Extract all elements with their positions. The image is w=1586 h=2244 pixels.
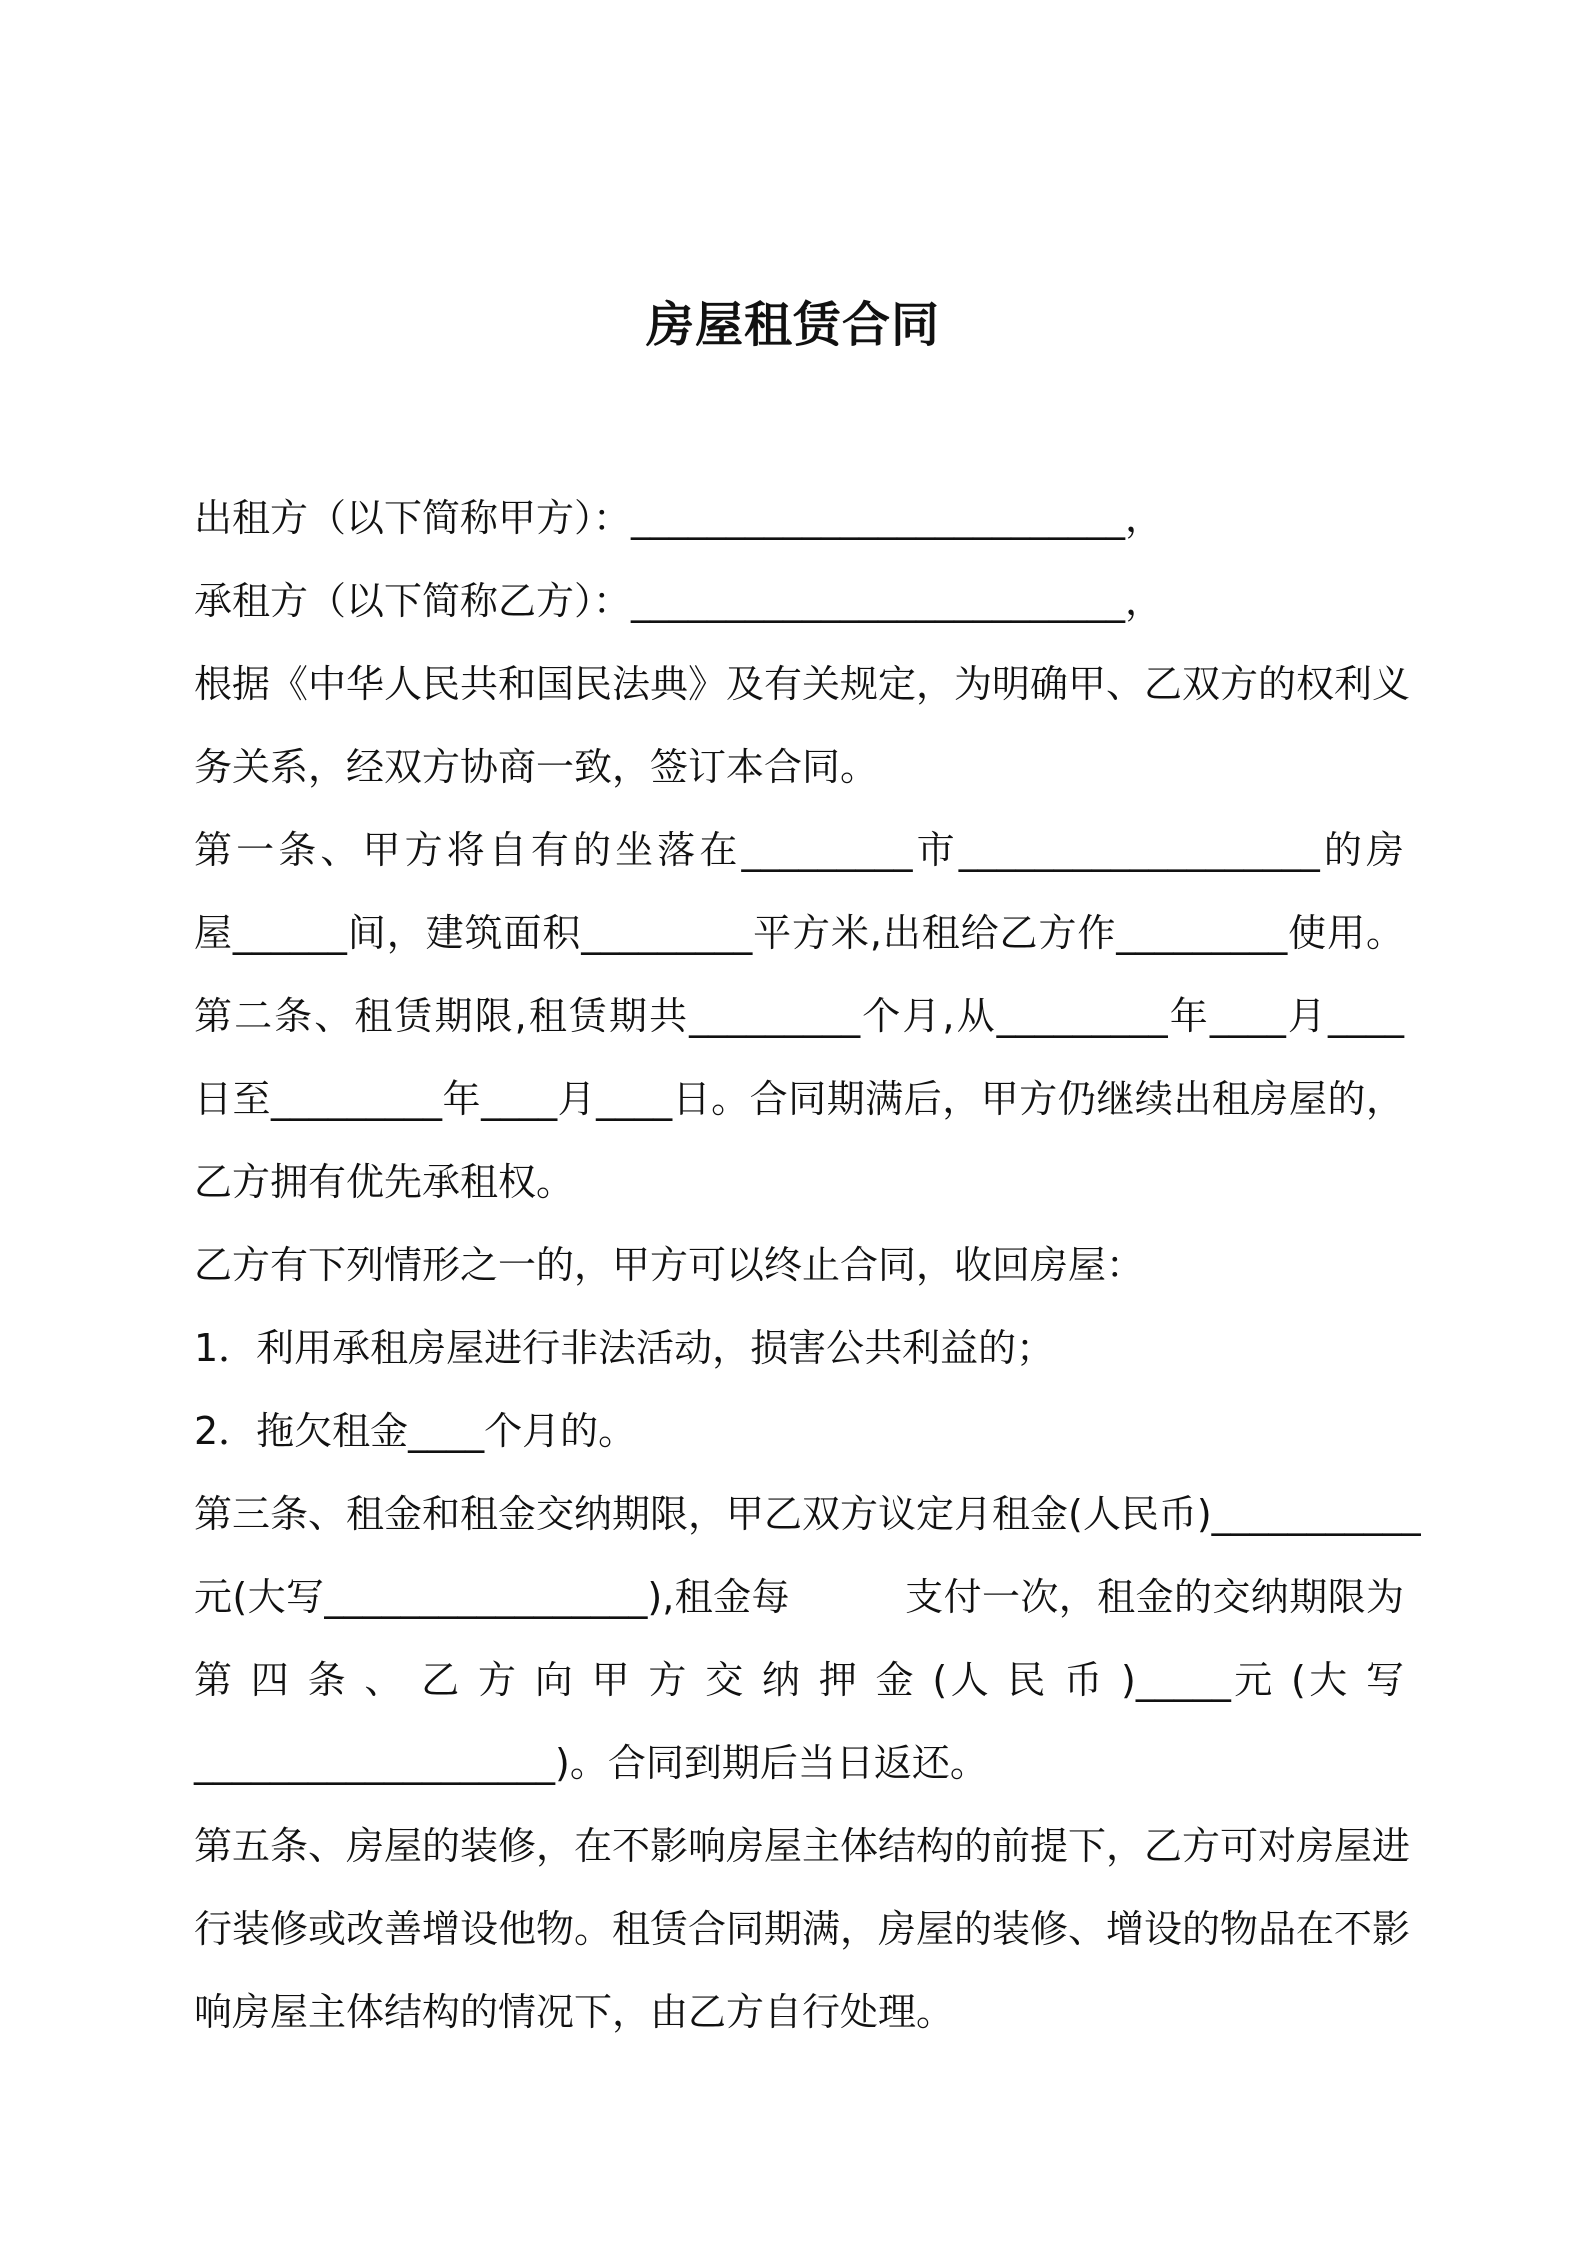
article-3-line-1: 第三条、租金和租金交纳期限，甲乙双方议定月租金(人民币)___________ bbox=[194, 1492, 1421, 1536]
article-5-line-2: 行装修或改善增设他物。租赁合同期满，房屋的装修、增设的物品在不影 bbox=[194, 1907, 1411, 1951]
termination-heading: 乙方有下列情形之一的，甲方可以终止合同，收回房屋： bbox=[194, 1243, 1145, 1287]
preamble-line-1: 根据《中华人民共和国民法典》及有关规定，为明确甲、乙双方的权利义 bbox=[194, 662, 1411, 706]
article-5-line-3: 响房屋主体结构的情况下，由乙方自行处理。 bbox=[194, 1990, 955, 2034]
article-1-line-2: 屋______间，建筑面积_________平方米,出租给乙方作_________使用。 bbox=[194, 911, 1404, 955]
preamble-line-2: 务关系，经双方协商一致，签订本合同。 bbox=[194, 745, 879, 789]
document-title: 房屋租赁合同 bbox=[645, 297, 940, 353]
article-4-line-1: 第 四 条 、 乙 方 向 甲 方 交 纳 押 金 (人 民 币 )_____元 (大 写 bbox=[194, 1658, 1404, 1702]
article-1-line-1: 第一条、甲方将自有的坐落在_________市___________________的房 bbox=[194, 828, 1404, 872]
article-5-line-1: 第五条、房屋的装修，在不影响房屋主体结构的前提下，乙方可对房屋进 bbox=[194, 1824, 1411, 1868]
article-2-line-3: 乙方拥有优先承租权。 bbox=[194, 1160, 575, 1204]
lessor-line: 出租方（以下简称甲方）：__________________________， bbox=[194, 496, 1164, 540]
article-2-line-1: 第二条、租赁期限,租赁期共_________个月,从_________年____月____ bbox=[194, 994, 1404, 1038]
article-3-line-2: 元(大写_________________),租金每 支付一次，租金的交纳期限为 bbox=[194, 1575, 1404, 1619]
termination-item-1: 1．利用承租房屋进行非法活动，损害公共利益的； bbox=[194, 1326, 1055, 1370]
termination-item-2: 2．拖欠租金____个月的。 bbox=[194, 1409, 637, 1453]
article-2-line-2: 日至_________年____月____日。合同期满后，甲方仍继续出租房屋的， bbox=[194, 1077, 1404, 1121]
lessee-line: 承租方（以下简称乙方）：__________________________， bbox=[194, 579, 1164, 623]
article-4-line-2: ___________________)。合同到期后当日返还。 bbox=[194, 1741, 988, 1785]
